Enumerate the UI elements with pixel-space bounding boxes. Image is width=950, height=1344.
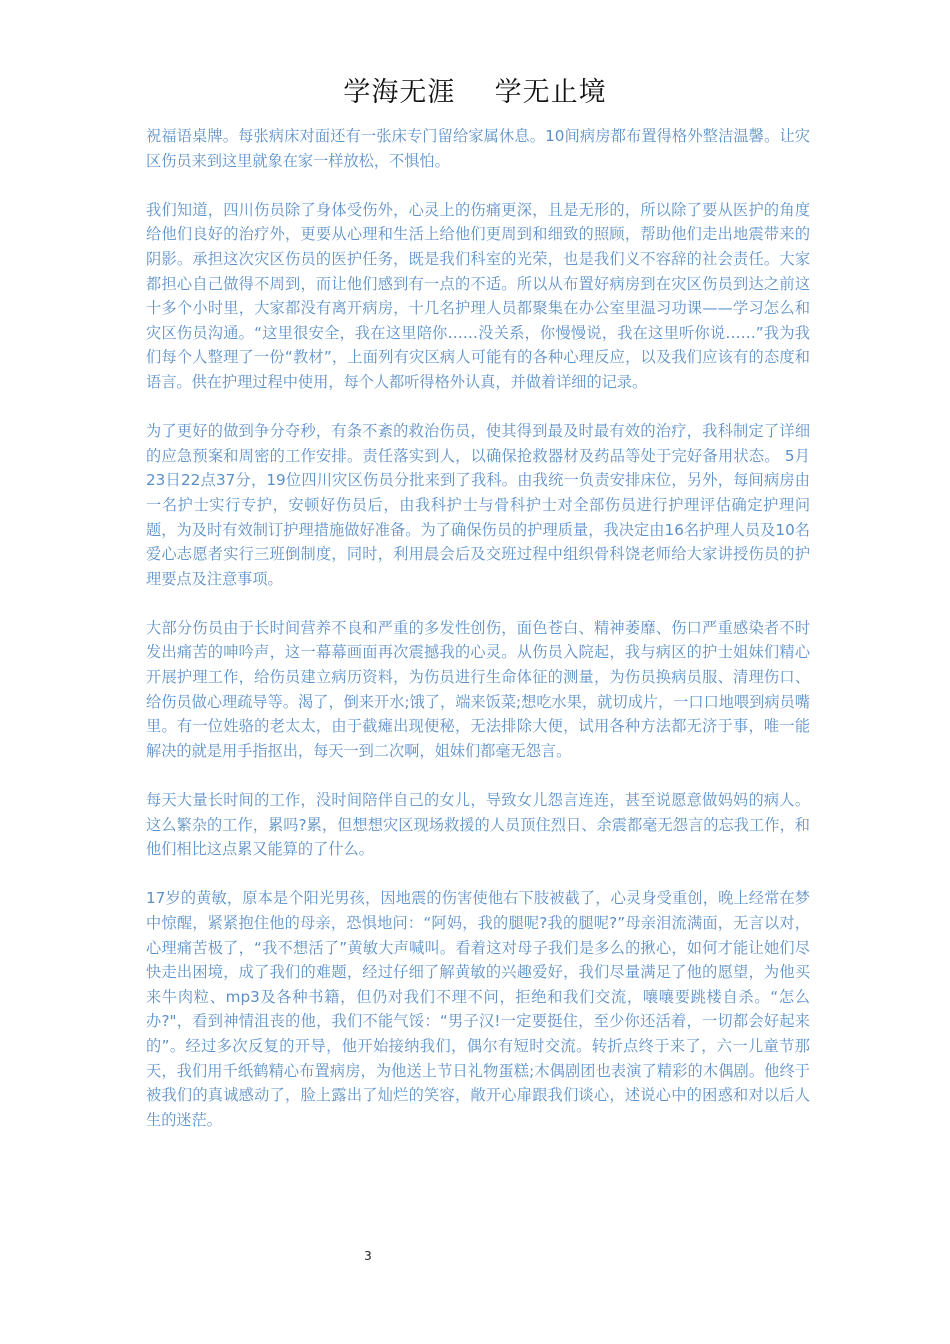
paragraph-4: 大部分伤员由于长时间营养不良和严重的多发性创伤，面色苍白、精神萎靡、伤口严重感染者不时发出痛苦的呻吟声，这一幕幕画面再次震撼我的心灵。从伤员入院起，我与病区的护士姐妹们精心开展护理工作，给伤员建立病历资料，为伤员进行生命体征的测量，为伤员换病员服、清理伤口、给伤员做心理疏导等。渴了，倒来开水;饿了，端来饭菜;想吃水果，就切成片，一口口地喂到病员嘴里。有一位姓骆的老太太，由于截瘫出现便秘，无法排除大便，试用各种方法都无济于事，唯一能解决的就是用手指抠出，每天一到二次啊，姐妹们都毫无怨言。 [146,618,810,760]
paragraph-6: 17岁的黄敏，原本是个阳光男孩，因地震的伤害使他右下肢被截了，心灵身受重创，晚上经常在梦中惊醒，紧紧抱住他的母亲，恐惧地问：“阿妈，我的腿呢?我的腿呢?”母亲泪流满面，无言以对，心理痛苦极了，“我不想活了”黄敏大声喊叫。看着这对母子我们是多么的揪心，如何才能让她们尽快走出困境，成了我们的难题，经过仔细了解黄敏的兴趣爱好，我们尽量满足了他的愿望，为他买来牛肉粒、mp3及各种书籍，但仍对我们不理不问，拒绝和我们交流，嚷嚷要跳楼自杀。“怎么办?"，看到神情沮丧的他，我们不能气馁：“男子汉!一定要挺住，至少你还活着，一切都会好起来的”。经过多次反复的开导，他开始接纳我们，偶尔有短时交流。转折点终于来了，六一儿童节那天，我们用千纸鹤精心布置病房，为他送上节日礼物蛋糕;木偶剧团也表演了精彩的木偶剧。他终于被我们的真诚感动了，脸上露出了灿烂的笑容，敞开心扉跟我们谈心，述说心中的困惑和对以后人生的迷茫。 [146,889,810,1129]
body-text [146,124,810,1157]
paragraph-2: 我们知道，四川伤员除了身体受伤外，心灵上的伤痛更深，且是无形的，所以除了要从医护的角度给他们良好的治疗外，更要从心理和生活上给他们更周到和细致的照顾，帮助他们走出地震带来的阴影。承担这次灾区伤员的医护任务，既是我们科室的光荣，也是我们义不容辞的社会责任。大家都担心自己做得不周到，而让他们感到有一点的不适。所以从布置好病房到在灾区伤员到达之前这十多个小时里，大家都没有离开病房，十几名护理人员都聚集在办公室里温习功课——学习怎么和灾区伤员沟通。“这里很安全，我在这里陪你……没关系，你慢慢说，我在这里听你说……”我为我们每个人整理了一份“教材”，上面列有灾区病人可能有的各种心理反应，以及我们应该有的态度和语言。供在护理过程中使用，每个人都听得格外认真，并做着详细的记录。 [146,200,810,391]
paragraph-1: 祝福语桌牌。每张病床对面还有一张床专门留给家属休息。10间病房都布置得格外整洁温馨。让灾区伤员来到这里就象在家一样放松，不惧怕。 [146,127,810,170]
paragraph-3: 为了更好的做到争分夺秒，有条不紊的救治伤员，使其得到最及时最有效的治疗，我科制定了详细的应急预案和周密的工作安排。责任落实到人，以确保抢救器材及药品等处于完好备用状态。 5月23日22点37分，19位四川灾区伤员分批来到了我科。由我统一负责安排床位，另外，每间病房由一名护士实行专护，安顿好伤员后，由我科护士与骨科护士对全部伤员进行护理评估确定护理问题，为及时有效制订护理措施做好准备。为了确保伤员的护理质量，我决定由16名护理人员及10名爱心志愿者实行三班倒制度，同时，利用晨会后及交班过程中组织骨科饶老师给大家讲授伤员的护理要点及注意事项。 [146,422,810,588]
page-header-title: 学海无涯 学无止境 [343,77,607,108]
paragraph-5: 每天大量长时间的工作，没时间陪伴自己的女儿，导致女儿怨言连连，甚至说愿意做妈妈的病人。这么繁杂的工作，累吗?累，但想想灾区现场救援的人员顶住烈日、余震都毫无怨言的忘我工作，和他们相比这点累又能算的了什么。 [146,791,810,859]
page-number: 3 [364,1249,372,1263]
